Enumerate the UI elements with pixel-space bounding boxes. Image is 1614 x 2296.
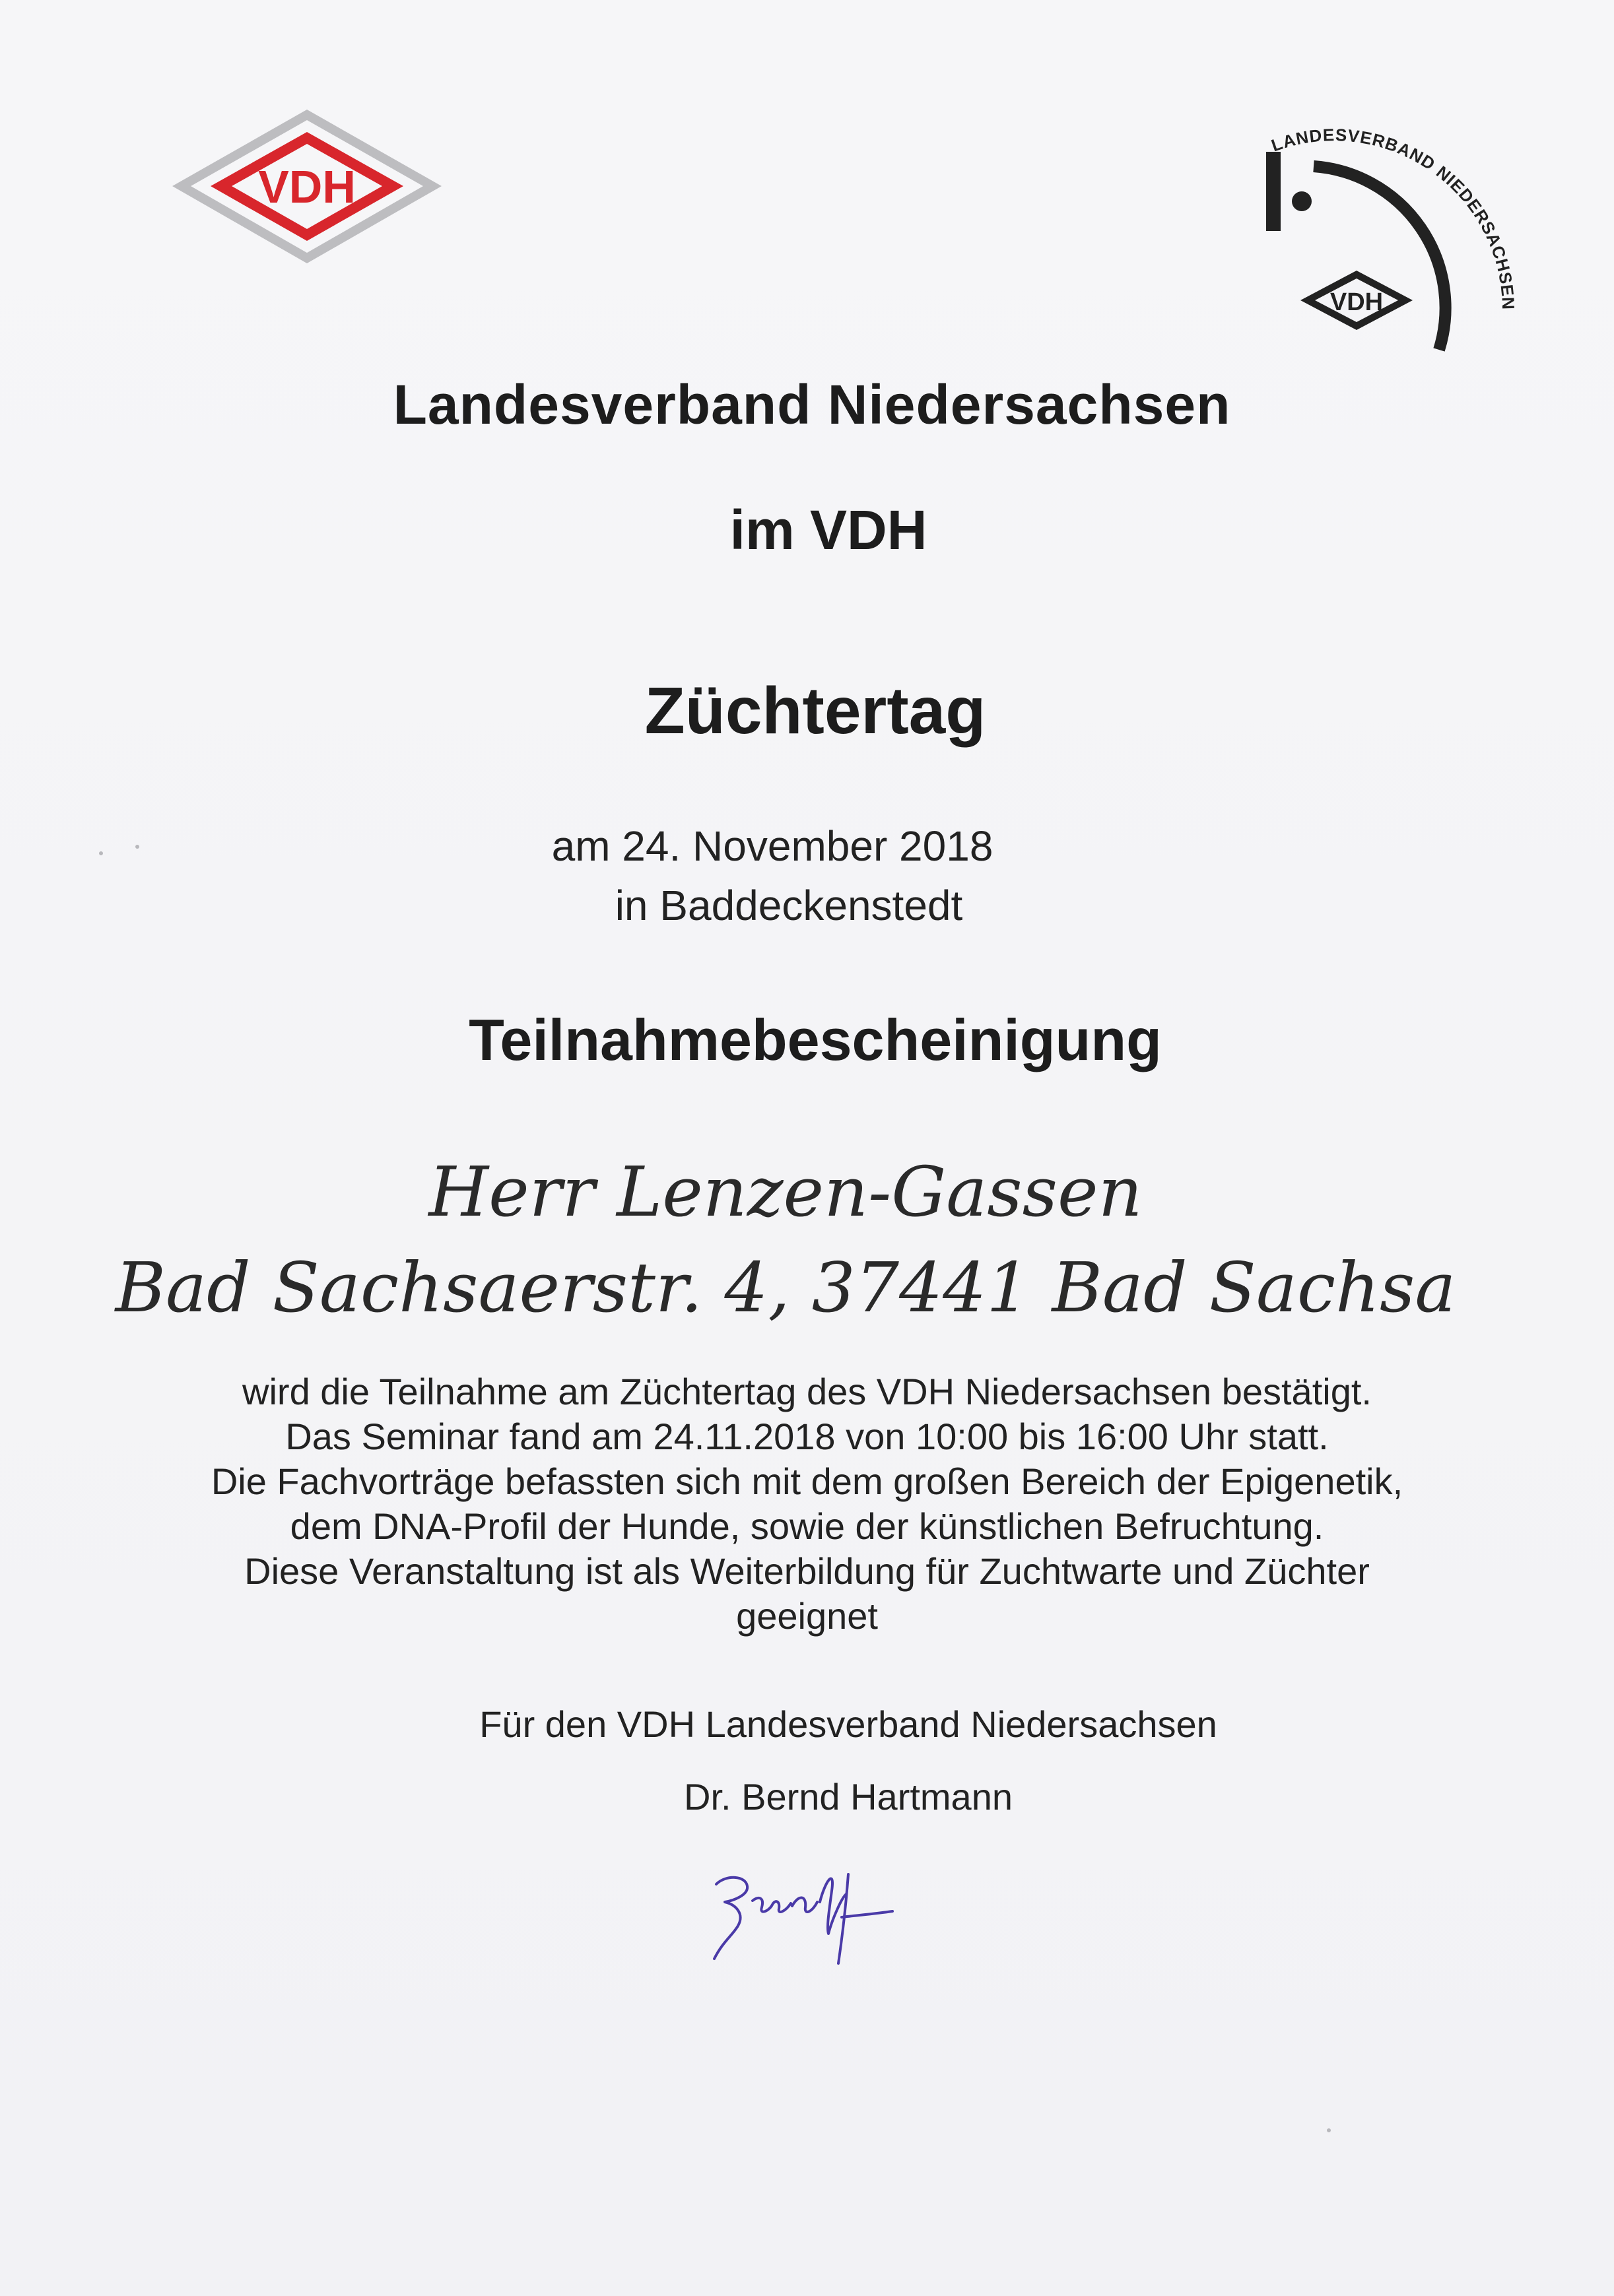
body-line: geeignet: [736, 1595, 878, 1637]
body-line: Die Fachvorträge befassten sich mit dem großen Bereich der Epigenetik,: [211, 1460, 1403, 1502]
certificate-title: Teilnahmebescheinigung: [469, 1007, 1162, 1072]
emblem-arc: [1314, 166, 1446, 350]
recipient-address: Bad Sachsaerstr. 4, 37441 Bad Sachsa: [115, 1247, 1456, 1328]
organization-title: Landesverband Niedersachsen: [393, 374, 1231, 436]
signer-name: Dr. Bernd Hartmann: [684, 1776, 1013, 1818]
event-title: Züchtertag: [644, 674, 986, 748]
body-line: wird die Teilnahme am Züchtertag des VDH Niedersachsen bestätigt.: [242, 1371, 1372, 1412]
organization-subtitle: im VDH: [729, 499, 927, 561]
vdh-logo-text: VDH: [258, 161, 356, 213]
landesverband-emblem: [1241, 106, 1531, 370]
recipient-name: Herr Lenzen-Gassen: [428, 1152, 1143, 1232]
signoff-line: Für den VDH Landesverband Niedersachsen: [479, 1703, 1217, 1745]
handwritten-signature: [706, 1854, 898, 1970]
certificate-body: [132, 1369, 1482, 1639]
vdh-logo: [168, 106, 446, 267]
emblem-bar: [1266, 152, 1281, 231]
paper-speck: [99, 851, 103, 855]
body-line: Das Seminar fand am 24.11.2018 von 10:00 bis 16:00 Uhr statt.: [285, 1416, 1329, 1457]
svg-text:LANDESVERBAND NIEDERSACHSEN: [1269, 125, 1518, 310]
paper-speck: [1327, 2128, 1331, 2132]
emblem-arc-text: LANDESVERBAND NIEDERSACHSEN: [1268, 125, 1519, 311]
emblem-dot: [1292, 191, 1312, 211]
emblem-vdh-text: VDH: [1329, 288, 1384, 316]
event-place: in Baddeckenstedt: [615, 882, 963, 929]
paper-speck: [135, 845, 139, 849]
body-line: dem DNA-Profil der Hunde, sowie der künstlichen Befruchtung.: [290, 1505, 1324, 1547]
body-line: Diese Veranstaltung ist als Weiterbildung für Zuchtwarte und Züchter: [244, 1550, 1370, 1592]
event-date: am 24. November 2018: [551, 822, 993, 870]
